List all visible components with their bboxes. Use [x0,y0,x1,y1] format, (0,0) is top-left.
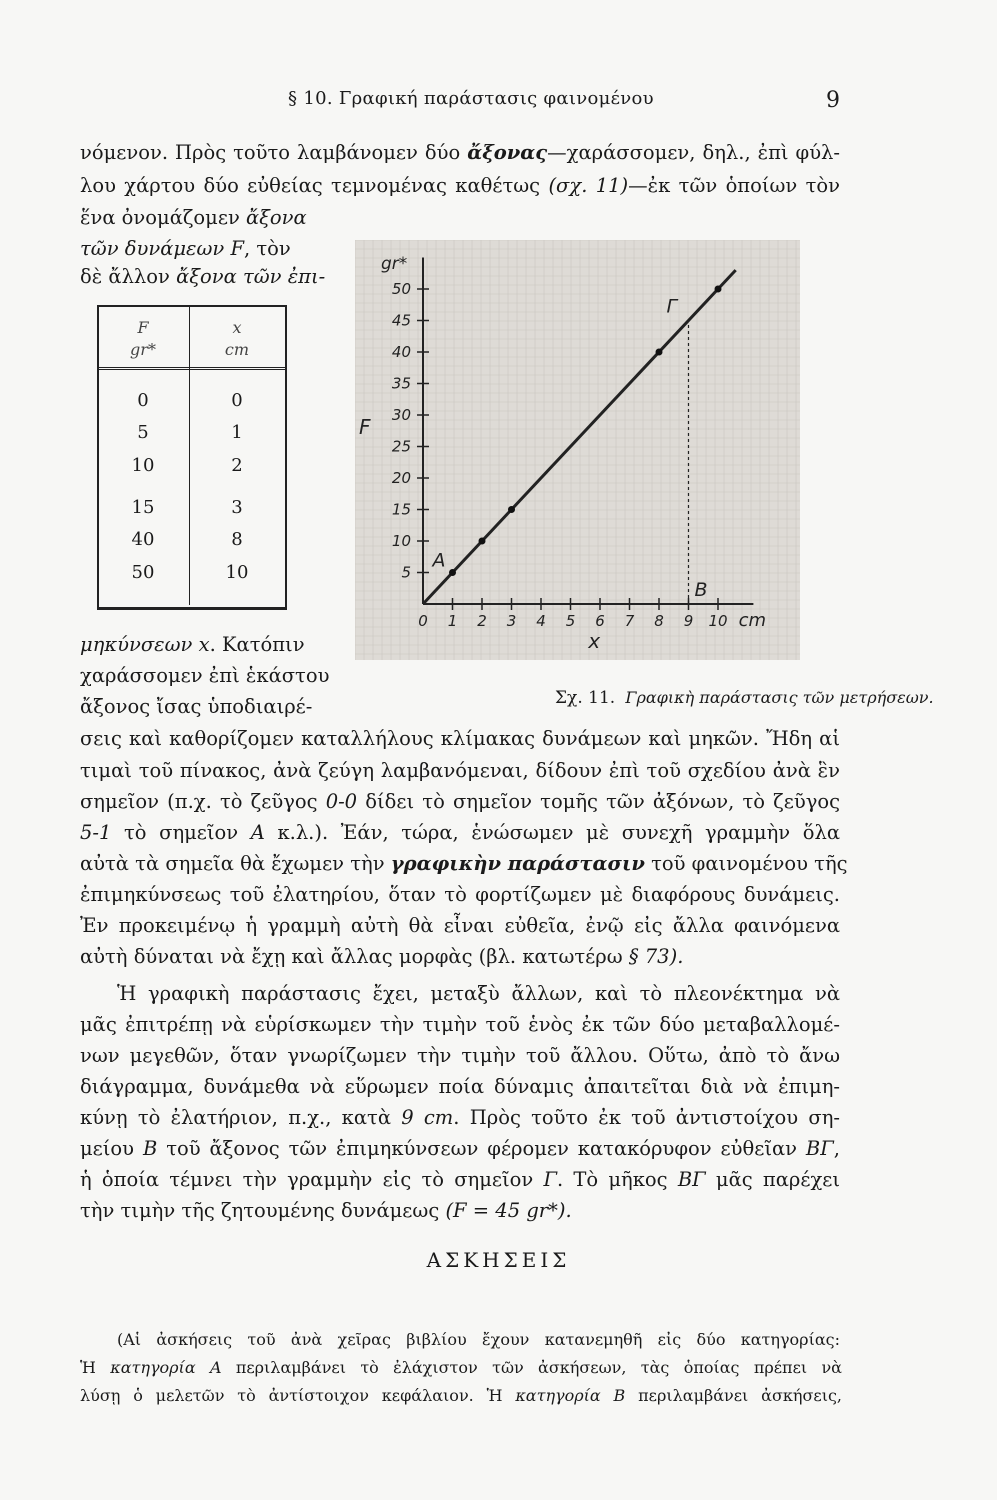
table-header-force: F gr* [130,318,156,359]
p1-line-8: ἄξονος ἴσας ὑποδιαιρέ- [80,695,313,718]
x-tick-label: 10 [708,612,728,630]
x-tick-label: 7 [624,612,635,630]
header-title: § 10. Γραφική παράστασις φαινομένου [288,88,654,109]
y-tick-label: 10 [391,532,411,550]
point-label: B [694,579,708,601]
exercises-heading: ΑΣΚΗΣΕΙΣ [426,1248,571,1272]
exercises-line-3: λύσῃ ὁ μελετῶν τὸ ἀντίστοιχον κεφάλαιον. Ἡ κατηγορία Β περιλαμβάνει ἀσκήσεις, [80,1386,843,1405]
point-label: Γ [666,295,678,318]
y-tick-label: 40 [391,343,411,361]
p1-line-3: ἕνα ὀνομάζομεν ἄξονα [80,206,307,229]
force-extension-chart [355,240,800,660]
data-point [508,506,515,513]
table-cell: 3 [231,497,243,518]
p1-line-6: μηκύνσεων x. Κατόπιν [80,633,305,656]
exercises-line-1: (Αἱ ἀσκήσεις τοῦ ἀνὰ χεῖρας βιβλίου ἔχουν κατανεμηθῆ εἰς δύο κατηγορίας: [117,1330,840,1349]
table-header-length: x cm [224,318,250,359]
table-cell: 1 [231,422,243,443]
x-axis-title: x [588,629,601,653]
p2-line-1: Ἡ γραφικὴ παράστασις ἔχει, μεταξὺ ἄλλων, καὶ τὸ πλεονέκτημα νὰ [117,982,840,1005]
y-tick-label: 20 [391,469,411,487]
p1-line-14: ἐπιμηκύνσεως τοῦ ἐλατηρίου, ὅταν τὸ φορτίζωμεν μὲ διαφόρους δυνάμεις. [80,883,840,906]
x-tick-label: 6 [595,612,605,630]
p2-line-2: μᾶς ἐπιτρέπῃ νὰ εὑρίσκωμεν τὴν τιμὴν τοῦ ἑνὸς ἐκ τῶν δύο μεταβαλλομέ- [80,1013,840,1036]
p1-line-10: τιμαὶ τοῦ πίνακος, ἀνὰ ζεύγη λαμβανόμεναι, δίδουν ἐπὶ τοῦ σχεδίου ἀνὰ ἓν [80,759,840,782]
y-tick-label: 30 [391,406,411,424]
p1-line-2: λου χάρτου δύο εὐθείας τεμνομένας καθέτως (σχ. 11)—ἐκ τῶν ὁποίων τὸν [80,174,841,197]
p1-line-12: 5-1 τὸ σημεῖον A κ.λ.). Ἐάν, τώρα, ἑνώσωμεν μὲ συνεχῆ γραμμὴν ὅλα [80,821,841,844]
table-cell: 5 [137,422,149,443]
y-axis-title: F [359,414,371,439]
p1-line-16: αὐτὴ δύναται νὰ ἔχῃ καὶ ἄλλας μορφὰς (βλ. κατωτέρω § 73). [80,945,684,968]
p2-line-8: τὴν τιμὴν τῆς ζητουμένης δυνάμεως (F = 45 gr*). [80,1199,572,1222]
x-tick-label: 3 [506,612,517,630]
p2-line-4: διάγραμμα, δυνάμεθα νὰ εὕρωμεν ποία δύναμις ἀπαιτεῖται διὰ νὰ ἐπιμη- [80,1075,840,1098]
x-tick-label: 0 [418,612,428,630]
table-cell: 0 [231,390,243,411]
table-cell: 8 [231,529,243,550]
y-tick-label: 35 [391,374,411,393]
point-label: A [432,549,446,572]
data-point [449,569,456,576]
p1-line-11: σημεῖον (π.χ. τὸ ζεῦγος 0-0 δίδει τὸ σημεῖον τομῆς τῶν ἀξόνων, τὸ ζεῦγος [80,790,841,813]
p2-line-7: ἡ ὁποία τέμνει τὴν γραμμὴν εἰς τὸ σημεῖον Γ. Τὸ μῆκος ΒΓ μᾶς παρέχει [80,1168,841,1191]
x-tick-label: 9 [683,612,694,630]
x-tick-label: 4 [536,612,546,630]
table-cell: 2 [231,455,243,476]
table-cell: 10 [131,455,155,476]
x-tick-label: 2 [477,612,487,630]
table-cell: 10 [225,562,249,583]
p1-line-7: χαράσσομεν ἐπὶ ἑκάστου [80,664,330,687]
x-tick-label: 5 [565,612,576,630]
y-tick-label: 15 [391,500,411,519]
data-point [656,349,663,356]
table-cell: 0 [137,390,149,411]
p2-line-5: κύνῃ τὸ ἐλατήριον, π.χ., κατὰ 9 cm. Πρὸς τοῦτο ἐκ τοῦ ἀντιστοίχου ση- [80,1106,840,1129]
data-point [479,538,486,545]
p1-line-13: αὐτὰ τὰ σημεῖα θὰ ἔχωμεν τὴν γραφικὴν παράστασιν τοῦ φαινομένου τῆς [80,852,848,875]
p1-line-1: νόμενον. Πρὸς τοῦτο λαμβάνομεν δύο ἄξονας—χαράσσομεν, δηλ., ἐπὶ φύλ- [80,141,840,164]
running-header [0,88,997,118]
y-tick-label: 25 [391,437,411,456]
x-unit-label: cm [738,610,767,631]
p1-line-15: Ἐν προκειμένῳ ἡ γραμμὴ αὐτὴ θὰ εἶναι εὐθεῖα, ἐνῷ εἰς ἄλλα φαινόμενα [80,914,840,937]
x-tick-label: 1 [447,612,458,630]
table-cell: 15 [131,497,155,518]
page-number: 9 [826,88,840,113]
p1-line-5: δὲ ἄλλον ἄξονα τῶν ἐπι- [80,265,326,288]
y-tick-label: 50 [391,280,411,298]
exercises-line-2: Ἡ κατηγορία Α περιλαμβάνει τὸ ἐλάχιστον τῶν ἀσκήσεων, τὰς ὁποίας πρέπει νὰ [80,1358,842,1377]
table-cell: 40 [131,529,155,550]
y-unit-label: gr* [381,253,408,274]
y-tick-label: 5 [401,563,411,582]
y-tick-label: 45 [391,311,411,330]
p1-line-4: τῶν δυνάμεων F, τὸν [80,237,291,260]
p1-line-9: σεις καὶ καθορίζομεν καταλλήλους κλίμακας δυνάμεων καὶ μηκῶν. Ἤδη αἱ [80,727,840,750]
p2-line-6: μείου B τοῦ ἄξονος τῶν ἐπιμηκύνσεων φέρομεν κατακόρυφον εὐθεῖαν ΒΓ, [80,1137,840,1160]
table-cell: 50 [131,562,155,583]
data-point [715,286,722,293]
p2-line-3: νων μεγεθῶν, ὅταν γνωρίζωμεν τὴν τιμὴν τοῦ ἄλλου. Οὕτω, ἀπὸ τὸ ἄνω [80,1044,840,1067]
measurements-table [97,305,287,611]
figure-caption: Σχ. 11. Γραφικὴ παράστασις τῶν μετρήσεων. [555,688,934,708]
x-tick-label: 8 [654,612,664,630]
